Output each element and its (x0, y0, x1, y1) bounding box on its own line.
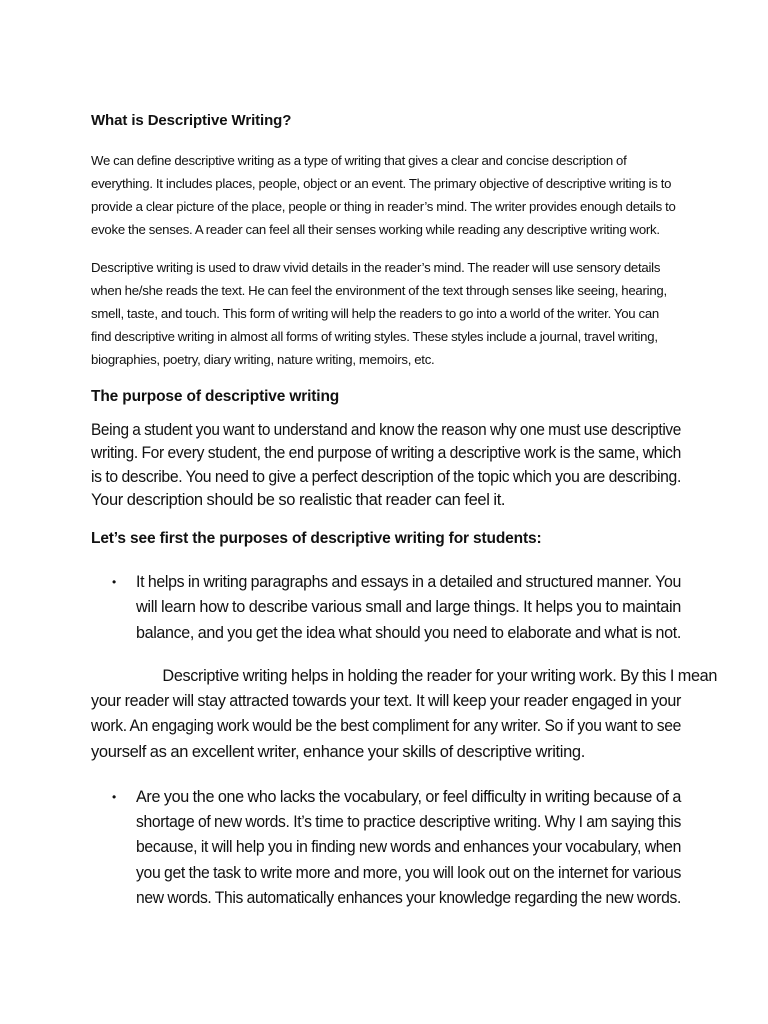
paragraph-line: evoke the senses. A reader can feel all their senses working while reading any descriptive writing work. (91, 222, 660, 237)
paragraph-line: Descriptive writing is used to draw vivid details in the reader’s mind. The reader will use sensory details (91, 260, 661, 275)
paragraph-line: find descriptive writing in almost all forms of writing styles. These styles include a journal, travel writing, (91, 329, 658, 344)
bullet-line: because, it will help you in finding new words and enhances your vocabulary, when (136, 838, 681, 857)
bullet-line: balance, and you get the idea what should you need to elaborate and what is not. (136, 623, 681, 642)
paragraph-line: Your description should be so realistic that reader can feel it. (91, 490, 506, 509)
paragraph-student-reason (91, 419, 681, 512)
bullet-line: shortage of new words. It’s time to practice descriptive writing. Why I am saying this (136, 813, 682, 832)
paragraph-line: when he/she reads the text. He can feel the environment of the text through senses like seeing, hearing, (91, 283, 667, 298)
paragraph-line: is to describe. You need to give a perfect description of the topic which you are describing. (91, 467, 681, 486)
bullet-item (91, 785, 681, 911)
paragraph-line: your reader will stay attracted towards your text. It will keep your reader engaged in your (91, 692, 681, 711)
paragraph-line: We can define descriptive writing as a type of writing that gives a clear and concise description of (91, 153, 627, 168)
bullet-icon: • (112, 575, 116, 590)
paragraph-line: Descriptive writing helps in holding the reader for your writing work. By this I mean (162, 667, 718, 686)
bullet-line: will learn how to describe various small and large things. It helps you to maintain (136, 598, 682, 617)
heading-descriptive-writing: What is Descriptive Writing? (91, 112, 292, 129)
bullet-line: Are you the one who lacks the vocabulary, or feel difficulty in writing because of a (136, 787, 682, 806)
paragraph-line: yourself as an excellent writer, enhance your skills of descriptive writing. (91, 742, 585, 761)
paragraph-line: work. An engaging work would be the best compliment for any writer. So if you want to see (91, 717, 681, 736)
bullet-icon: • (112, 789, 116, 804)
paragraph-definition (91, 149, 681, 241)
bullet-line: It helps in writing paragraphs and essays in a detailed and structured manner. You (136, 573, 682, 592)
paragraph-usage (91, 256, 681, 371)
paragraph-line: everything. It includes places, people, object or an event. The primary objective of descriptive writing is to (91, 176, 672, 191)
bullet-item (91, 570, 681, 646)
bullet-line: you get the task to write more and more, you will look out on the internet for various (136, 863, 682, 882)
paragraph-line: Being a student you want to understand and know the reason why one must use descriptive (91, 421, 682, 439)
paragraph-line: smell, taste, and touch. This form of writing will help the readers to go into a world of the writer. You can (91, 306, 660, 321)
bullet-line: new words. This automatically enhances your knowledge regarding the new words. (136, 889, 682, 908)
paragraph-line: biographies, poetry, diary writing, nature writing, memoirs, etc. (91, 352, 435, 367)
paragraph-line: provide a clear picture of the place, people or thing in reader’s mind. The writer provides enough details to (91, 199, 676, 214)
heading-purpose: The purpose of descriptive writing (91, 388, 340, 405)
heading-purposes-for-students: Let’s see first the purposes of descriptive writing for students: (91, 530, 542, 548)
paragraph-line: writing. For every student, the end purpose of writing a descriptive work is the same, which (91, 444, 682, 463)
paragraph-holding-reader (91, 664, 718, 765)
document-body (91, 111, 718, 911)
